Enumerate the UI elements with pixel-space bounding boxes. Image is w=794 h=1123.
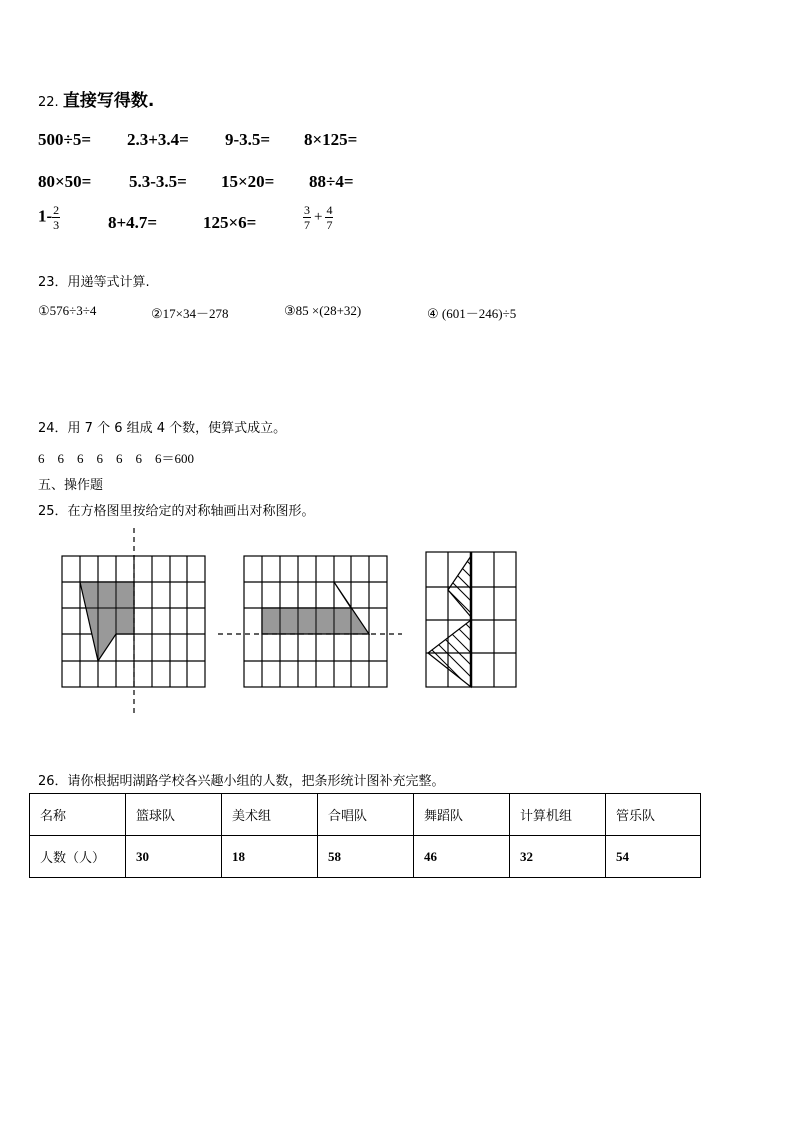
table-cell: 美术组 bbox=[222, 794, 318, 836]
table-cell: 篮球队 bbox=[126, 794, 222, 836]
grid-figure-3 bbox=[410, 524, 516, 722]
fraction-denominator: 7 bbox=[326, 218, 333, 232]
grid-figure-1 bbox=[62, 528, 205, 717]
fraction-denominator: 7 bbox=[304, 218, 310, 232]
table-cell: 18 bbox=[222, 836, 318, 878]
q22-row1-item4: 8×125= bbox=[304, 130, 358, 149]
table-cell: 计算机组 bbox=[510, 794, 606, 836]
table-row bbox=[30, 836, 701, 878]
table-row bbox=[30, 794, 701, 836]
q22-row2-item3: 15×20= bbox=[221, 172, 275, 191]
grid-figure-2 bbox=[218, 556, 402, 687]
table-cell: 管乐队 bbox=[606, 794, 701, 836]
q22-row2-item2: 5.3-3.5= bbox=[129, 172, 187, 191]
table-cell: 46 bbox=[414, 836, 510, 878]
q22-row3-item3: 125×6= bbox=[203, 213, 257, 232]
q22-title: 直接写得数. bbox=[62, 91, 155, 111]
interest-group-table bbox=[29, 793, 701, 878]
q22-number: 22. bbox=[38, 95, 59, 110]
q22-row3-item1-prefix: 1- bbox=[38, 206, 53, 226]
fraction bbox=[325, 203, 333, 232]
table-cell: 合唱队 bbox=[318, 794, 414, 836]
q24-heading: 24．用 7 个 6 组成 4 个数，使算式成立。 bbox=[38, 421, 287, 436]
table-cell: 30 bbox=[126, 836, 222, 878]
q22-row3-item2: 8+4.7= bbox=[108, 213, 158, 232]
q22-heading bbox=[38, 86, 154, 111]
fraction-numerator: 4 bbox=[326, 203, 333, 217]
fraction bbox=[52, 203, 60, 232]
table-row-header: 名称 bbox=[30, 794, 126, 836]
fraction-denominator: 3 bbox=[53, 218, 60, 232]
q25-heading: 25．在方格图里按给定的对称轴画出对称图形。 bbox=[38, 504, 315, 519]
q22-row1-item3: 9-3.5= bbox=[225, 130, 271, 149]
q24-equation: 6 6 6 6 6 6 6＝600 bbox=[38, 451, 195, 466]
q22-row3-item4 bbox=[303, 203, 333, 232]
q23-item4: ④ (601－246)÷5 bbox=[427, 306, 517, 321]
section5-heading: 五、操作题 bbox=[38, 478, 104, 493]
fraction-numerator: 2 bbox=[53, 203, 60, 217]
q22-row3-item1 bbox=[38, 203, 60, 232]
plus-sign: + bbox=[314, 209, 323, 226]
fraction bbox=[303, 203, 311, 232]
q23-item1: ①576÷3÷4 bbox=[38, 303, 97, 318]
table-cell: 舞蹈队 bbox=[414, 794, 510, 836]
table-cell: 32 bbox=[510, 836, 606, 878]
symmetry-grids bbox=[0, 520, 794, 730]
q22-row1-item2: 2.3+3.4= bbox=[127, 130, 189, 149]
q26-heading: 26．请你根据明湖路学校各兴趣小组的人数，把条形统计图补充完整。 bbox=[38, 774, 445, 789]
q22-row2-item1: 80×50= bbox=[38, 172, 92, 191]
q23-item2: ②17×34－278 bbox=[151, 306, 229, 321]
grid-3-hatched-triangle-2 bbox=[410, 568, 480, 722]
q22-row2-item4: 88÷4= bbox=[309, 172, 354, 191]
grid-1-shaded-shape bbox=[80, 582, 134, 661]
q22-row1-item1: 500÷5= bbox=[38, 130, 92, 149]
table-row-header: 人数（人） bbox=[30, 836, 126, 878]
table-cell: 54 bbox=[606, 836, 701, 878]
q23-heading: 23．用递等式计算. bbox=[38, 275, 150, 290]
q23-item3: ③85 ×(28+32) bbox=[284, 303, 362, 318]
fraction-numerator: 3 bbox=[304, 203, 310, 217]
grid-3-hatched-triangle-1 bbox=[430, 524, 490, 644]
table-cell: 58 bbox=[318, 836, 414, 878]
